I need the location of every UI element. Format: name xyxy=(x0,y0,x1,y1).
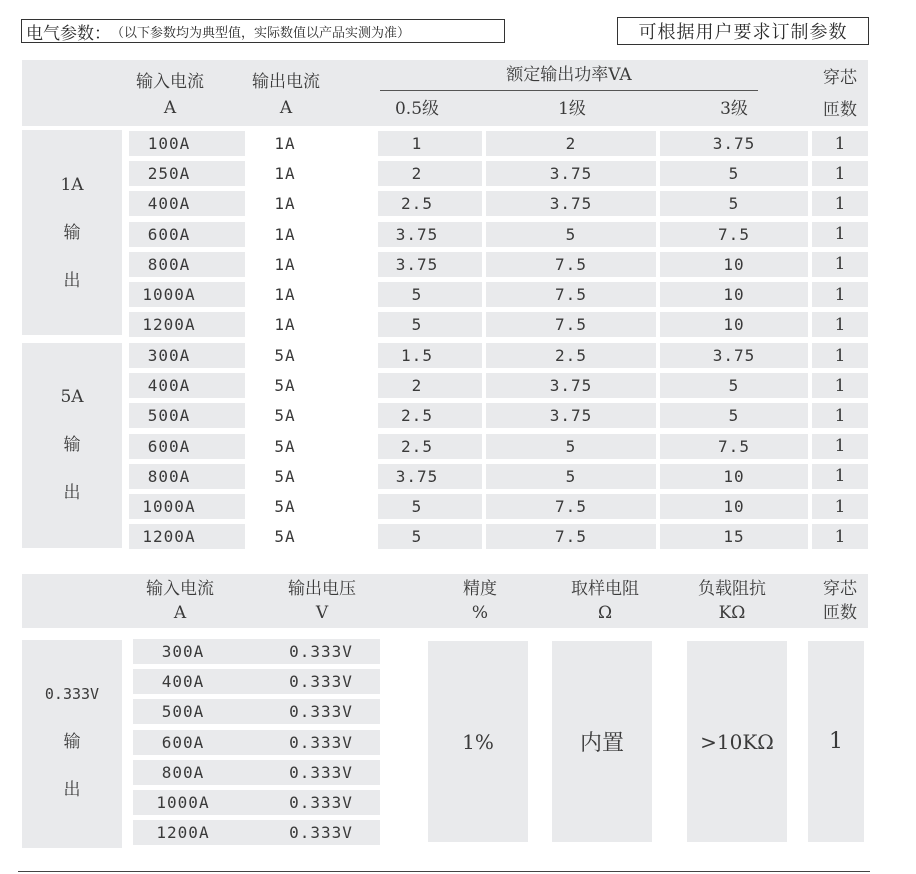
table-cell: 800A xyxy=(161,762,205,782)
table-cell: 10 xyxy=(723,315,745,335)
table-cell: 800A xyxy=(147,254,191,274)
table-cell: 5A xyxy=(274,466,296,486)
bottom-divider xyxy=(18,871,870,872)
table-cell: 7.5 xyxy=(555,285,587,304)
custom-params-box xyxy=(617,17,869,45)
table-cell: 5A xyxy=(274,406,296,426)
t2-col-accuracy: 精度 % xyxy=(463,579,497,623)
t1-col-input: 输入电流 A xyxy=(136,72,204,118)
table-cell: 1A xyxy=(274,194,296,214)
table-cell: 5 xyxy=(411,285,423,304)
table-cell: 0.333V xyxy=(289,762,353,782)
table-cell: 2.5 xyxy=(401,406,433,426)
table-cell: 1200A xyxy=(142,527,196,547)
accuracy-value: 1% xyxy=(428,641,528,842)
group-5a-label: 5A 输 出 xyxy=(60,387,84,503)
table-cell: 1 xyxy=(834,436,846,457)
table-cell: 0.333V xyxy=(289,642,353,661)
table-cell: 1 xyxy=(834,314,846,335)
table-cell: 2.5 xyxy=(401,194,433,214)
table-cell: 3.75 xyxy=(395,254,439,274)
table-cell: 0.333V xyxy=(289,672,353,692)
table-cell: 3.75 xyxy=(395,466,439,486)
table-cell: 5A xyxy=(274,376,296,396)
table-cell: 10 xyxy=(723,497,745,516)
table-cell: 0.333V xyxy=(289,732,353,752)
table-cell: 1 xyxy=(834,163,846,184)
table-cell: 1A xyxy=(274,224,296,244)
table-cell: 1 xyxy=(834,284,846,305)
t2-col-output: 输出电压 V xyxy=(288,579,356,623)
table-cell: 1A xyxy=(274,134,296,153)
table-cell: 5A xyxy=(274,497,296,516)
table-cell: 1000A xyxy=(142,497,196,516)
table-cell: 7.5 xyxy=(555,497,587,516)
table-cell: 400A xyxy=(161,672,205,692)
table-cell: 10 xyxy=(723,466,745,486)
impedance-value: >10KΩ xyxy=(687,641,787,842)
table-cell: 1A xyxy=(274,254,296,274)
t1-grade-1: 1级 xyxy=(558,99,586,119)
table-cell: 1 xyxy=(834,405,846,426)
table-cell: 5 xyxy=(565,224,577,244)
t2-col-impedance: 负载阻抗 KΩ xyxy=(698,579,766,623)
custom-params-text: 可根据用户要求订制参数 xyxy=(638,22,848,43)
table-cell: 3.75 xyxy=(712,134,756,153)
table-cell: 3.75 xyxy=(395,224,439,244)
table-cell: 1 xyxy=(834,526,846,547)
table-cell: 2.5 xyxy=(401,436,433,456)
table-cell: 1200A xyxy=(142,315,196,335)
table-cell: 1 xyxy=(834,496,846,517)
table-cell: 5 xyxy=(728,376,740,396)
t1-col-power: 额定输出功率VA xyxy=(506,65,632,85)
table-cell: 5 xyxy=(411,315,423,335)
turns-value: 1 xyxy=(808,641,864,842)
table-cell: 5 xyxy=(565,436,577,456)
table-cell: 3.75 xyxy=(712,346,756,365)
table-cell: 5 xyxy=(565,466,577,486)
t1-grade-3: 3级 xyxy=(720,99,748,119)
table-cell: 100A xyxy=(147,134,191,153)
table-cell: 2 xyxy=(411,376,423,396)
table-cell: 3.75 xyxy=(549,194,593,214)
table-cell: 3.75 xyxy=(549,376,593,396)
table-cell: 5 xyxy=(728,406,740,426)
table-cell: 5A xyxy=(274,346,296,365)
table-cell: 15 xyxy=(723,527,745,547)
table-cell: 3.75 xyxy=(549,164,593,184)
table-cell: 1 xyxy=(834,193,846,214)
table-cell: 7.5 xyxy=(555,527,587,547)
table-cell: 600A xyxy=(147,436,191,456)
table-cell: 1 xyxy=(834,224,846,245)
table-cell: 600A xyxy=(161,732,205,752)
t2-col-resistor: 取样电阻 Ω xyxy=(571,579,639,623)
table-cell: 1 xyxy=(834,133,846,154)
table-cell: 1 xyxy=(411,134,423,153)
t1-col-core: 穿芯 匝数 xyxy=(823,68,857,120)
table-cell: 5A xyxy=(274,436,296,456)
table-cell: 1 xyxy=(834,254,846,275)
table-cell: 3.75 xyxy=(549,406,593,426)
table-cell: 1.5 xyxy=(401,346,433,365)
table-cell: 7.5 xyxy=(718,436,750,456)
table-cell: 1200A xyxy=(156,823,210,843)
table-cell: 0.333V xyxy=(289,702,353,722)
table-cell: 300A xyxy=(161,642,205,661)
table-cell: 5 xyxy=(728,194,740,214)
table-cell: 1 xyxy=(834,345,846,366)
resistor-value: 内置 xyxy=(552,641,652,842)
group-1a-label: 1A 输 出 xyxy=(60,175,84,291)
table-cell: 300A xyxy=(147,346,191,365)
table-cell: 250A xyxy=(147,164,191,184)
t1-col-output: 输出电流 A xyxy=(252,72,320,118)
table-cell: 1A xyxy=(274,315,296,335)
table-cell: 1000A xyxy=(142,285,196,304)
table-cell: 500A xyxy=(161,702,205,722)
table-cell: 0.333V xyxy=(289,823,353,843)
group-0333v-label: 0.333V 输 出 xyxy=(44,685,100,800)
table-cell: 7.5 xyxy=(718,224,750,244)
table-cell: 1000A xyxy=(156,793,210,812)
table-cell: 400A xyxy=(147,194,191,214)
table-cell: 1 xyxy=(834,375,846,396)
table-cell: 2 xyxy=(411,164,423,184)
table-cell: 1A xyxy=(274,285,296,304)
table-cell: 5A xyxy=(274,527,296,547)
t1-power-divider xyxy=(380,90,758,91)
table-cell: 5 xyxy=(411,497,423,516)
table-cell: 2 xyxy=(565,134,577,153)
table-cell: 5 xyxy=(728,164,740,184)
table-cell: 5 xyxy=(411,527,423,547)
table-cell: 0.333V xyxy=(289,793,353,812)
table-cell: 2.5 xyxy=(555,346,587,365)
section-title: 电气参数： xyxy=(26,23,111,44)
t2-col-input: 输入电流 A xyxy=(146,579,214,623)
table-cell: 1A xyxy=(274,164,296,184)
table-cell: 7.5 xyxy=(555,315,587,335)
section-note: （以下参数均为典型值，实际数值以产品实测为准） xyxy=(111,25,411,41)
t1-grade-05: 0.5级 xyxy=(394,99,440,119)
table-cell: 800A xyxy=(147,466,191,486)
table-cell: 10 xyxy=(723,254,745,274)
table-cell: 7.5 xyxy=(555,254,587,274)
t2-col-core: 穿芯 匝数 xyxy=(823,579,857,623)
table-cell: 600A xyxy=(147,224,191,244)
table-cell: 500A xyxy=(147,406,191,426)
table-cell: 1 xyxy=(834,466,846,487)
table-cell: 400A xyxy=(147,376,191,396)
table-cell: 10 xyxy=(723,285,745,304)
section-title-box xyxy=(21,19,505,43)
